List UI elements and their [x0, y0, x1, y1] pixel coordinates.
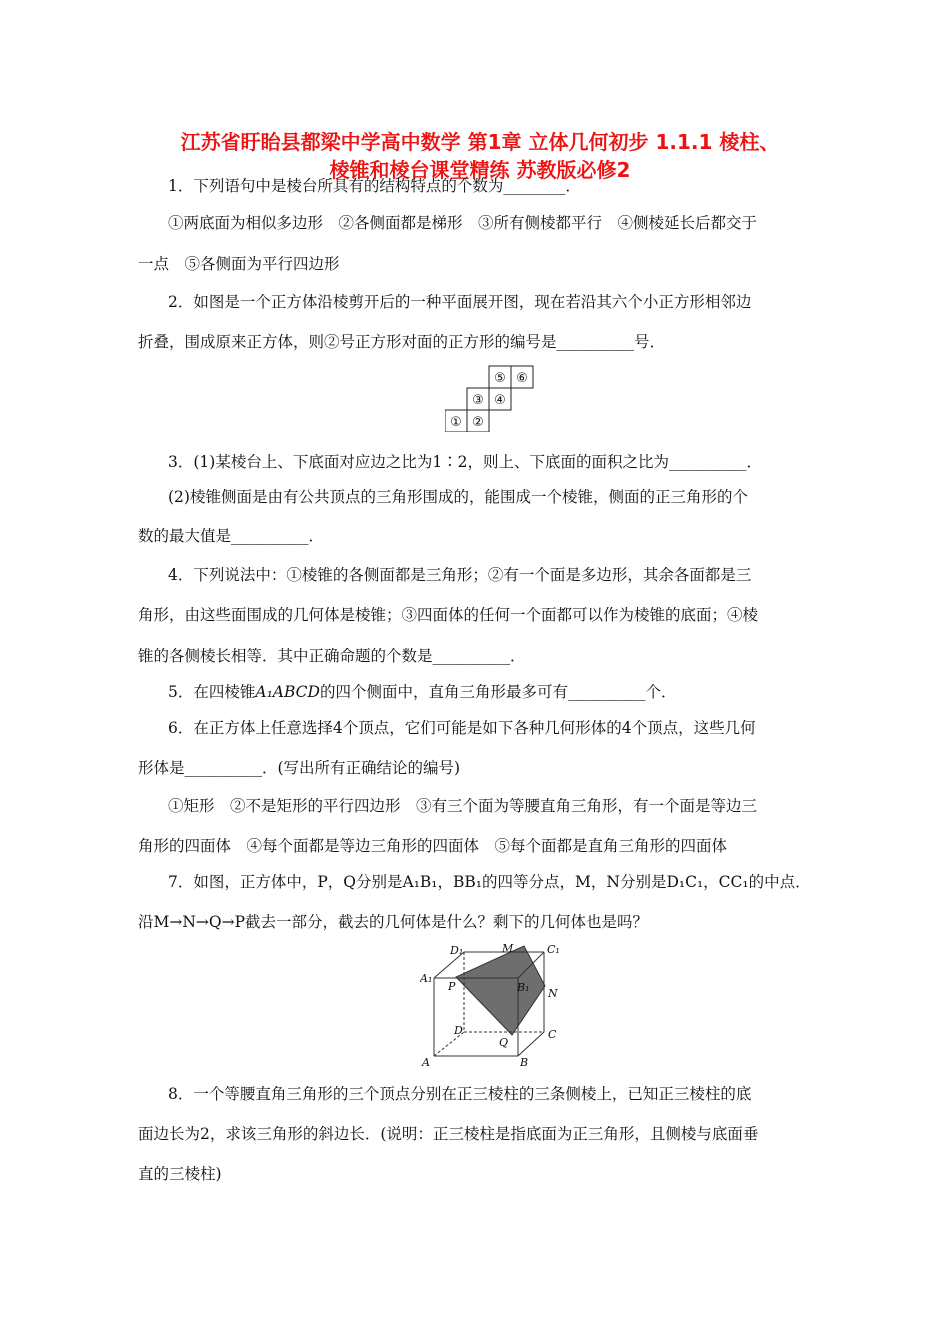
net-cell-5: ⑤ [494, 371, 506, 386]
q6-line-2: 形体是__________．(写出所有正确结论的编号) [138, 759, 461, 777]
net-cell-3: ③ [472, 393, 484, 408]
label-B1: B₁ [517, 981, 530, 994]
q3-line-3: 数的最大值是__________． [138, 527, 325, 545]
q3-line-1: 3．(1)某棱台上、下底面对应边之比为1∶2，则上、下底面的面积之比为__________． [168, 453, 763, 471]
q5-pyramid-name: A₁ABCD [255, 683, 320, 701]
q1-options: ①两底面为相似多边形 ②各侧面都是梯形 ③所有侧棱都平行 ④侧棱延长后都交于 [168, 214, 758, 232]
page-title-line-1: 江苏省盱眙县都梁中学高中数学 第1章 立体几何初步 1.1.1 棱柱、 [180, 130, 780, 154]
net-cell-2: ② [472, 415, 484, 430]
label-B: B [520, 1056, 529, 1069]
q8-line-3: 直的三棱柱) [138, 1165, 222, 1183]
q4-line-1: 4．下列说法中：①棱锥的各侧面都是三角形；②有一个面是多边形，其余各面都是三 [168, 566, 752, 584]
q5-text-c: 的四个侧面中，直角三角形最多可有__________个． [319, 683, 677, 701]
q6-options-1: ①矩形 ②不是矩形的平行四边形 ③有三个面为等腰直角三角形，有一个面是等边三 [168, 797, 758, 815]
label-A: A [422, 1056, 430, 1069]
q1-stem: 1．下列语句中是棱台所具有的结构特点的个数为________． [168, 177, 581, 195]
label-Q: Q [499, 1036, 509, 1049]
q6-options-2: 角形的四面体 ④每个面都是等边三角形的四面体 ⑤每个面都是直角三角形的四面体 [138, 837, 728, 855]
label-A1: A₁ [420, 972, 433, 985]
q1-options-cont: 一点 ⑤各侧面为平行四边形 [138, 255, 340, 273]
q5-line [168, 682, 676, 702]
q3-line-2: (2)棱锥侧面是由有公共顶点的三角形围成的，能围成一个棱锥，侧面的正三角形的个 [168, 488, 748, 506]
net-cell-6: ⑥ [516, 371, 528, 386]
q8-line-2: 面边长为2，求该三角形的斜边长．(说明：正三棱柱是指底面为正三角形，且侧棱与底面垂 [138, 1125, 759, 1143]
q6-line-1: 6．在正方体上任意选择4个顶点，它们可能是如下各种几何形体的4个顶点，这些几何 [168, 719, 756, 737]
label-M: M [502, 942, 514, 955]
cube-net-figure [445, 365, 545, 432]
q7-line-2: 沿M→N→Q→P截去一部分，截去的几何体是什么？剩下的几何体也是吗？ [138, 913, 649, 931]
q4-line-3: 锥的各侧棱长相等．其中正确命题的个数是__________． [138, 647, 526, 665]
q5-text-a: 5．在四棱锥 [168, 683, 256, 701]
q8-line-1: 8．一个等腰直角三角形的三个顶点分别在正三棱柱的三条侧棱上，已知正三棱柱的底 [168, 1085, 752, 1103]
label-C1: C₁ [547, 943, 560, 956]
label-N: N [548, 987, 558, 1000]
q7-line-1: 7．如图，正方体中，P，Q分别是A₁B₁，BB₁的四等分点，M，N分别是D₁C₁，CC₁的中点． [168, 873, 811, 891]
label-P: P [448, 980, 456, 993]
label-C: C [548, 1028, 557, 1041]
net-cell-4: ④ [494, 393, 506, 408]
cube-section-figure [420, 942, 560, 1070]
q4-line-2: 角形，由这些面围成的几何体是棱锥；③四面体的任何一个面都可以作为棱锥的底面；④棱 [138, 606, 759, 624]
q2-line-2: 折叠，围成原来正方体，则②号正方形对面的正方形的编号是__________号． [138, 333, 666, 351]
q2-line-1: 2．如图是一个正方体沿棱剪开后的一种平面展开图，现在若沿其六个小正方形相邻边 [168, 293, 752, 311]
page-title-line-2: 棱锥和棱台课堂精练 苏教版必修2 [329, 158, 631, 182]
net-cell-1: ① [450, 415, 462, 430]
label-D1: D₁ [450, 944, 464, 957]
label-D: D [454, 1024, 463, 1037]
